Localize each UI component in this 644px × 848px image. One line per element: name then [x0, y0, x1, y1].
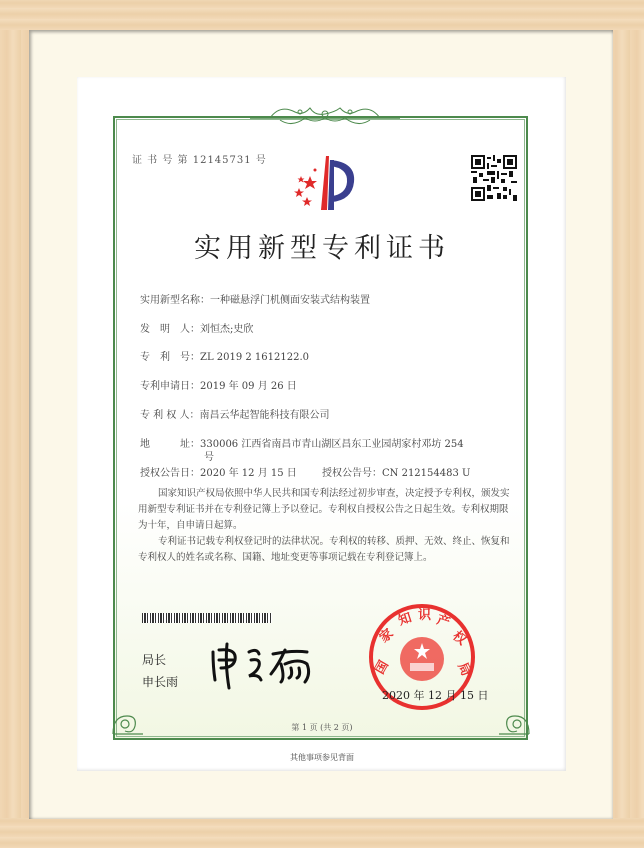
field-value: 南昌云华起智能科技有限公司: [199, 410, 330, 421]
svg-text:权: 权: [449, 628, 470, 649]
svg-text:识: 识: [418, 608, 432, 623]
field-label: 专 利 号：: [140, 352, 200, 363]
field-label: 授权公告号：: [322, 468, 382, 479]
svg-text:局: 局: [454, 660, 474, 679]
field-label: 授权公告日：: [140, 468, 200, 479]
field-value: 2020 年 12 月 15 日: [200, 468, 297, 479]
field-value: CN 212154483 U: [382, 468, 471, 479]
statement-paragraph-2: 专利证书记载专利权登记时的法律状况。专利权的转移、质押、无效、终止、恢复和专利权人的姓名或名称、国籍、地址变更等事项记载在专利登记簿上。: [138, 536, 510, 563]
top-ornament-icon: [250, 100, 400, 130]
field-value: 330006 江西省南昌市青山湖区昌东工业园胡家村邓坊 254: [200, 439, 464, 450]
field-grant-number: [322, 464, 470, 479]
field-value: 2019 年 09 月 26 日: [200, 381, 297, 392]
signatory-name: 申长雨: [142, 675, 179, 689]
address-continuation: 号: [204, 452, 214, 463]
signatory-title: 局长: [142, 653, 167, 667]
certificate-title: 实用新型专利证书: [194, 233, 450, 264]
field-label: 地 址：: [140, 439, 200, 450]
svg-text:国: 国: [372, 658, 392, 677]
field-address: [140, 435, 464, 450]
certificate-number: 证 书 号 第 12145731 号: [132, 155, 267, 166]
footer-note: 其他事项参见背面: [290, 753, 354, 762]
field-grant-date: [140, 464, 297, 479]
field-utility-model-name: [140, 291, 370, 306]
svg-text:家: 家: [376, 626, 397, 647]
field-value: 刘恒杰;史欣: [200, 324, 254, 335]
field-label: 专利申请日：: [140, 381, 200, 392]
svg-text:产: 产: [434, 612, 452, 631]
field-label: 专 利 权 人：: [140, 410, 200, 421]
statement-paragraph-1: 国家知识产权局依照中华人民共和国专利法经过初步审查，决定授予专利权，颁发实用新型专利证书并在专利登记簿上予以登记。专利权自授权公告之日起生效。专利权期限为十年，自申请日起算。: [138, 488, 510, 531]
field-application-date: [140, 377, 297, 392]
frame-top-rail: [0, 0, 644, 30]
barcode: [142, 613, 272, 623]
field-value: ZL 2019 2 1612122.0: [200, 352, 310, 363]
field-inventor: [140, 320, 253, 335]
seal-date: 2020 年 12 月 15 日: [382, 689, 489, 702]
qr-code-icon: [471, 155, 517, 201]
handwritten-signature-icon: [205, 640, 325, 690]
field-value: 一种磁悬浮门机侧面安装式结构装置: [210, 295, 370, 306]
field-patent-number: [140, 348, 309, 363]
page-indicator: 第 1 页 (共 2 页): [291, 723, 353, 732]
field-patentee: [140, 406, 330, 421]
svg-text:知: 知: [396, 610, 414, 629]
field-label: 实用新型名称：: [140, 295, 210, 306]
field-label: 发 明 人：: [140, 324, 200, 335]
frame-bottom-rail: [0, 818, 644, 848]
cnipa-logo-icon: [290, 152, 360, 214]
